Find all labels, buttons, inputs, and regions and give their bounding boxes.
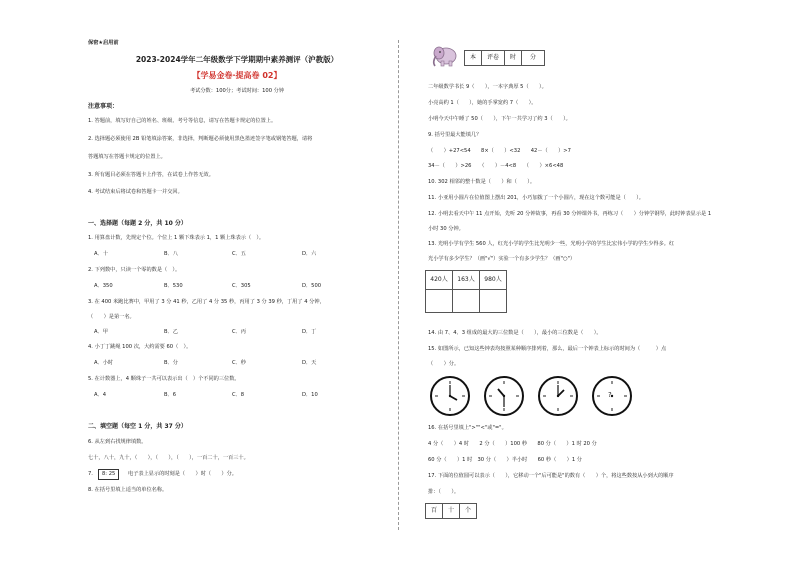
q13-choice: 420人 [425,270,453,290]
note-2: 2. 选择题必须使用 2B 铅笔填涂答案，非选择，判断题必须使用黑色墨迹签字笔或钢笔答题，请将 [88,136,313,142]
q7-number: 7. [88,471,93,477]
note-4: 4. 考试结束后将试卷和答题卡一并交回。 [88,189,183,195]
elephant-icon [430,42,460,68]
q3-option-d: D．丁 [302,329,317,335]
section2-heading: 二、填空题（每空 1 分，共 37 分） [88,423,187,430]
q13-choice: 980人 [479,270,507,290]
q12-stem: 12. 小明去看天中午 11 点开始，先听 20 分钟故事，再看 30 分钟课外书，再练习（ ）分钟学钢琴，此时钟表显示是 1 [428,211,712,217]
q13-stem: 13. 光明小学有学生 560 人，红光小学的学生比光明少一些，光明小学的学生比宏伟小学的学生少得多。红 [428,241,675,247]
q3-option-a: A．甲 [94,329,108,335]
q4-option-d: D．天 [302,360,317,366]
q1-option-b: B．八 [164,251,178,257]
q2-option-c: C．305 [232,283,251,289]
q6-sequence: 七十，八十，九十，（ ），（ ），（ ），一百二十，一百三十。 [88,455,249,461]
paper-subtitle: 【学易金卷·提高卷 02】 [192,71,282,80]
clock-question-mark: ? [608,391,612,399]
q8-line-2: 小亮高约 1（ ），她的手掌宽约 7（ ）。 [428,100,537,106]
digital-clock-display: 8: 25 [98,469,119,480]
q14-stem: 14. 由 7、4、3 组成的最大的三位数是（ ），最小的三位数是（ ）。 [428,330,602,336]
note-2b: 答题填写在答题卡规定的位置上。 [88,154,166,160]
q9-row-2: 34－（ ）>26 （ ）－4<8 （ ）×6<48 [428,163,564,169]
q13-choice: 163人 [452,270,480,290]
q17-stem: 17. 下面的位值圆可以表示（ ），它移动一个"后可能是"的数有（ ）个，将这些数按从小到大的顺序 [428,473,674,479]
q9-stem: 9. 括号里最大能填几？ [428,132,482,138]
q5-stem: 5. 在计数器上，4 颗珠子一共可以表示出（ ）个不同的三位数。 [88,376,240,382]
clock-face [538,376,578,416]
q2-option-b: B．530 [164,283,183,289]
q13-answer-cell [479,289,507,313]
q16-row-1: 4 分（ ）4 时 2 分（ ）100 秒 80 分（ ）1 时 20 分 [428,441,597,447]
q6-stem: 6. 从左到右找规律填数。 [88,439,147,445]
q15-stem-2: （ ）分。 [428,361,460,367]
q15-stem: 15. 如图所示，已知这些钟表均按照某种顺序排列着，那么，最后一个钟表上标示的时间为（ ）点 [428,346,667,352]
q4-option-c: C．秒 [232,360,246,366]
place-value-label: 十 [442,503,460,519]
q13-answer-cell [425,289,453,313]
score-table-cell: 评卷 [481,50,505,66]
q4-option-a: A．小时 [94,360,114,366]
q9-row-1: （ ）+27<54 8×（ ）<32 42－（ ）>7 [428,148,571,154]
place-value-label: 个 [459,503,477,519]
q1-option-d: D．六 [302,251,317,257]
clock-face [484,376,524,416]
q4-stem: 4. 小丁丁跳绳 100 次，大约需要 60（ ）。 [88,344,192,350]
q3-option-c: C．丙 [232,329,246,335]
q2-option-a: A．350 [94,283,113,289]
note-1: 1. 答题前，填写好自己的姓名、班级、考号等信息，请写在答题卡规定的位置上。 [88,118,277,124]
q7-stem: 电子表上显示的时刻是（ ）时（ ）分。 [128,471,237,477]
score-table-cell: 分 [521,50,545,66]
q8-line-3: 小明今天中午睡了 50（ ），下午一共学习了约 3（ ）。 [428,116,571,122]
q5-option-a: A．4 [94,392,107,398]
score-table-cell: 本 [464,50,482,66]
q16-stem: 16. 在括号里填上">""<"或"="。 [428,425,507,431]
q3-stem: 3. 在 400 米跑比赛中，甲用了 3 分 41 秒，乙用了 4 分 35 秒，丙用了 3 分 39 秒，丁用了 4 分钟， [88,299,325,305]
section1-heading: 一、选择题（每题 2 分，共 10 分） [88,220,187,227]
column-divider [398,40,399,530]
q10-stem: 10. 302 相邻的整十数是（ ）和（ ）。 [428,179,536,185]
q16-row-2: 60 分（ ）1 时 30 分（ ）半小时 60 秒（ ）1 分 [428,457,582,463]
q13-answer-cell [452,289,480,313]
q4-option-b: B．分 [164,360,178,366]
place-value-label: 百 [425,503,443,519]
q1-stem: 1. 用算盘计数，先规定个位。个位上 1 颗下珠表示 1，1 颗上珠表示（ ）。 [88,235,265,241]
q1-option-c: C．五 [232,251,246,257]
score-table-cell: 时 [504,50,522,66]
q5-option-b: B．6 [164,392,177,398]
paper-title: 2023-2024学年二年级数学下学期期中素养测评（沪教版） [135,55,339,64]
q17-stem-2: 排：（ ）。 [428,489,460,495]
clock-face [430,376,470,416]
clock-face-unknown [592,376,632,416]
q13-stem-2: 光小学有多少学生？（画"√"）实验一个有多少学生？（画"○"） [428,256,576,262]
q5-option-c: C．8 [232,392,245,398]
q11-stem: 11. 小亚用小圆片在位值图上摆出 201，小巧加拨了一个小圆片，现在这个数可能是（ ）。 [428,195,644,201]
notes-label: 注意事项： [88,103,119,110]
note-3: 3. 所有题目必须在答题卡上作答，在试卷上作答无效。 [88,172,214,178]
q8-line-1: 二年级数学书长 9（ ），一本字典厚 5（ ）。 [428,84,547,90]
q5-option-d: D．10 [302,392,318,398]
q2-option-d: D．500 [302,283,322,289]
q3-stem-2: （ ）是第一名。 [88,314,135,320]
score-time: 考试分数：100分；考试时间：100 分钟 [189,88,285,94]
q2-stem: 2. 下列数中，只读一个零的数是（ ）。 [88,267,181,273]
q1-option-a: A．十 [94,251,108,257]
q8-stem: 8. 在括号里填上适当的单位名称。 [88,487,168,493]
secret-label: 保密★启用前 [88,40,119,46]
q3-option-b: B．乙 [164,329,178,335]
q12-stem-2: 小时 30 分钟。 [428,226,464,232]
